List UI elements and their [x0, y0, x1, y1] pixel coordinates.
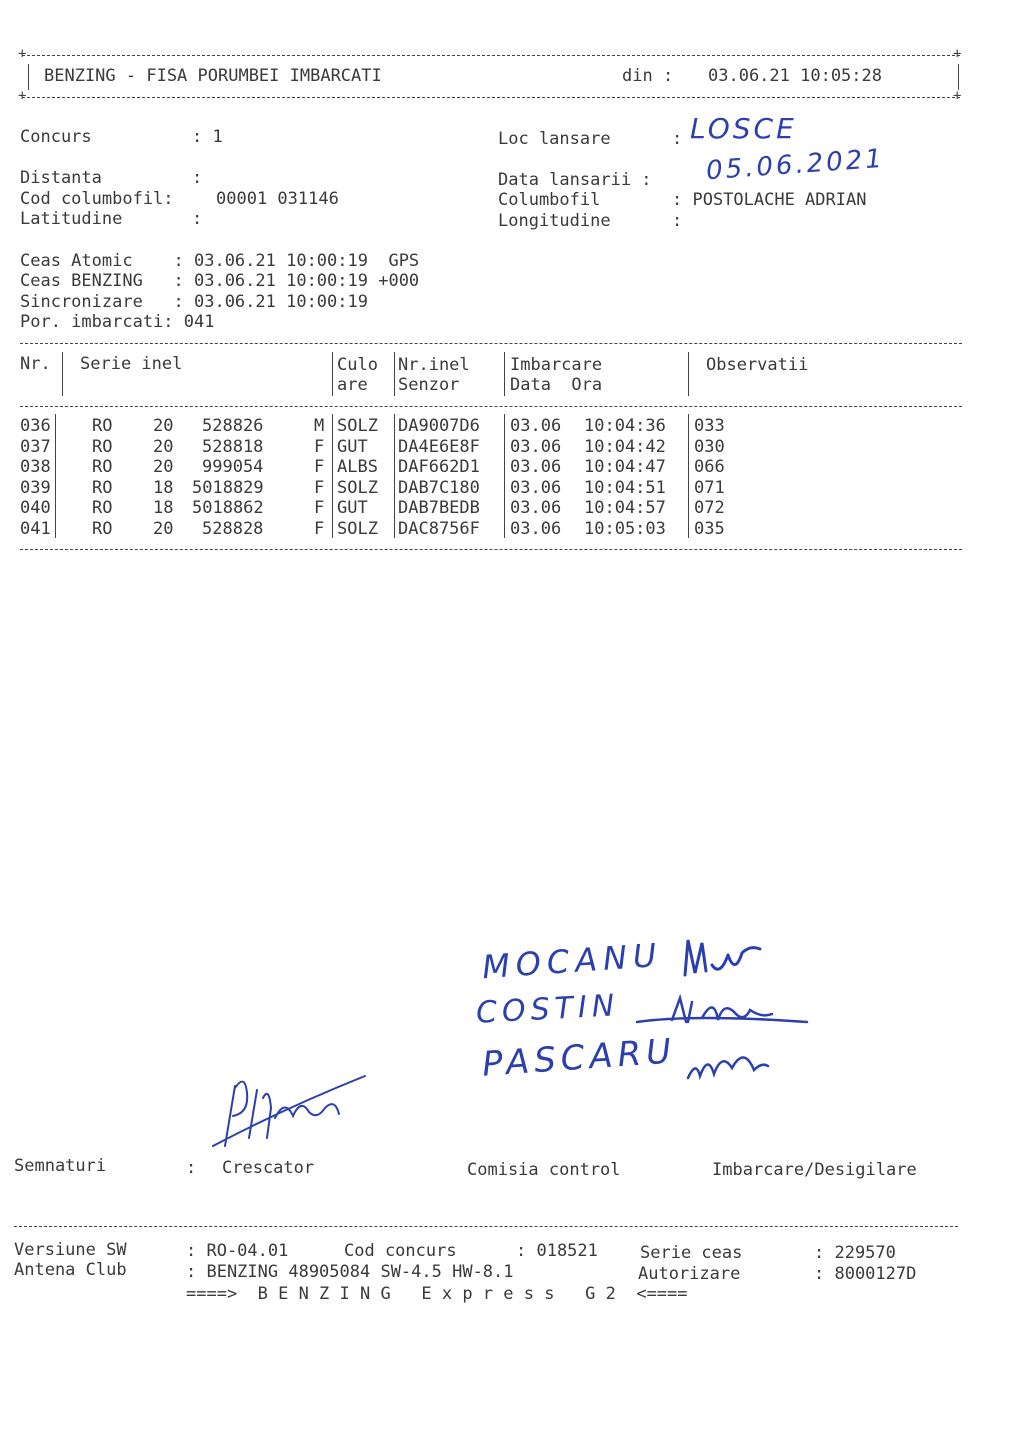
cell-nr: 039: [20, 478, 51, 498]
cell-sex: F: [314, 478, 325, 498]
cell-data: 03.06: [510, 437, 562, 457]
cod-columbofil-label: Cod columbofil:: [20, 189, 174, 209]
cell-an: 18: [153, 478, 174, 498]
din-value: 03.06.21 10:05:28: [708, 66, 882, 86]
col-separator: [688, 414, 689, 538]
concurs-label: Concurs: [20, 127, 92, 147]
cell-an: 20: [153, 457, 174, 477]
cell-culoare: SOLZ: [337, 478, 378, 498]
cell-an: 20: [153, 519, 174, 539]
col-separator: [332, 352, 333, 396]
cell-obs: 030: [694, 437, 725, 457]
col-observatii-header: Observatii: [706, 355, 809, 375]
versiune-label: Versiune SW: [14, 1240, 127, 1260]
semnaturi-colon: :: [186, 1158, 197, 1178]
cell-an: 20: [153, 437, 174, 457]
columbofil-label: Columbofil: [498, 190, 601, 210]
imbarcare-desigilare-label: Imbarcare/Desigilare: [712, 1160, 917, 1180]
signature-pascaru: [684, 1040, 774, 1085]
cell-obs: 071: [694, 478, 725, 498]
cell-numar: 999054: [202, 457, 264, 477]
latitudine-label: Latitudine: [20, 209, 123, 229]
col-culoare-header-1: Culo: [337, 355, 378, 375]
footer-rule: [14, 1226, 958, 1227]
table-header-rule: [20, 406, 962, 407]
loc-lansare-label: Loc lansare: [498, 129, 611, 149]
table-top-rule: [20, 343, 962, 344]
sincronizare: Sincronizare : 03.06.21 10:00:19: [20, 292, 368, 312]
signature-mocanu: [680, 935, 770, 985]
por-imbarcati: Por. imbarcati: 041: [20, 312, 215, 332]
cod-columbofil-value: 00001 031146: [216, 189, 339, 209]
col-senzor-header-2: Senzor: [398, 375, 460, 395]
autorizare-value: : 8000127D: [814, 1264, 917, 1284]
cell-tara: RO: [92, 498, 113, 518]
cell-numar: 5018829: [192, 478, 264, 498]
cell-senzor: DA9007D6: [398, 416, 480, 436]
cell-culoare: SOLZ: [337, 519, 378, 539]
cell-senzor: DAB7C180: [398, 478, 480, 498]
col-separator: [332, 414, 333, 538]
col-serie-header: Serie inel: [80, 354, 183, 374]
antena-value: : BENZING 48905084 SW-4.5 HW-8.1: [186, 1262, 514, 1282]
cell-obs: 066: [694, 457, 725, 477]
cell-data: 03.06: [510, 416, 562, 436]
semnaturi-label: Semnaturi: [14, 1156, 107, 1176]
loc-lansare-handwritten: LOSCE: [690, 112, 797, 145]
cell-sex: M: [314, 416, 325, 436]
cell-ora: 10:04:36: [584, 416, 666, 436]
corner-mark: +: [953, 88, 962, 104]
concurs-value: : 1: [192, 127, 223, 147]
cell-nr: 038: [20, 457, 51, 477]
data-lansarii-label: Data lansarii :: [498, 170, 652, 190]
cell-culoare: SOLZ: [337, 416, 378, 436]
cell-numar: 528826: [202, 416, 264, 436]
cell-ora: 10:05:03: [584, 519, 666, 539]
cell-senzor: DAF662D1: [398, 457, 480, 477]
cell-data: 03.06: [510, 519, 562, 539]
cell-data: 03.06: [510, 457, 562, 477]
crescator-label: Crescator: [222, 1158, 315, 1178]
autorizare-label: Autorizare: [638, 1264, 741, 1284]
cell-culoare: ALBS: [337, 457, 378, 477]
cell-an: 18: [153, 498, 174, 518]
corner-mark: +: [18, 46, 27, 62]
latitudine-value: :: [192, 209, 203, 229]
handwritten-name-pascaru: PASCARU: [480, 1031, 678, 1085]
cell-nr: 037: [20, 437, 51, 457]
cell-numar: 528828: [202, 519, 264, 539]
col-separator: [394, 352, 395, 396]
table-bottom-rule: [20, 549, 962, 550]
cell-senzor: DAB7BEDB: [398, 498, 480, 518]
serie-ceas-value: : 229570: [814, 1243, 896, 1263]
header-right-bar: [958, 64, 959, 90]
cell-ora: 10:04:51: [584, 478, 666, 498]
din-label: din :: [622, 66, 674, 86]
cell-senzor: DA4E6E8F: [398, 437, 480, 457]
comisia-label: Comisia control: [467, 1160, 621, 1180]
signature-costin: [632, 992, 812, 1037]
cod-concurs-value: : 018521: [516, 1241, 598, 1261]
cell-tara: RO: [92, 416, 113, 436]
col-separator: [504, 352, 505, 396]
antena-label: Antena Club: [14, 1260, 127, 1280]
cell-data: 03.06: [510, 478, 562, 498]
serie-ceas-label: Serie ceas: [640, 1243, 743, 1263]
cell-sex: F: [314, 437, 325, 457]
cell-culoare: GUT: [337, 437, 368, 457]
benzing-banner: ====> B E N Z I N G E x p r e s s G 2 <====: [186, 1284, 688, 1304]
signature-crescator: [205, 1068, 370, 1153]
col-separator: [394, 414, 395, 538]
col-separator: [504, 414, 505, 538]
versiune-value: : RO-04.01: [186, 1241, 289, 1261]
corner-mark: +: [953, 46, 962, 62]
handwritten-name-costin: COSTIN: [475, 988, 621, 1031]
cell-numar: 5018862: [192, 498, 264, 518]
cell-tara: RO: [92, 457, 113, 477]
cell-data: 03.06: [510, 498, 562, 518]
col-separator: [688, 352, 689, 396]
cell-senzor: DAC8756F: [398, 519, 480, 539]
cell-obs: 072: [694, 498, 725, 518]
header-bottom-rule: [22, 97, 960, 98]
cell-nr: 040: [20, 498, 51, 518]
col-separator: [62, 352, 63, 396]
col-imbarcare-header-2: Data Ora: [510, 375, 603, 395]
data-lansarii-handwritten: 05.06.2021: [705, 143, 886, 187]
cell-ora: 10:04:57: [584, 498, 666, 518]
col-culoare-header-2: are: [337, 375, 368, 395]
distanta-label: Distanta: [20, 168, 102, 188]
corner-mark: +: [18, 88, 27, 104]
cell-sex: F: [314, 498, 325, 518]
handwritten-name-mocanu: MOCANU: [480, 935, 664, 987]
cell-obs: 035: [694, 519, 725, 539]
col-separator: [55, 414, 56, 538]
cod-concurs-label: Cod concurs: [344, 1241, 457, 1261]
distanta-value: :: [192, 168, 203, 188]
cell-tara: RO: [92, 437, 113, 457]
cell-tara: RO: [92, 478, 113, 498]
longitudine-value: :: [672, 211, 683, 231]
cell-nr: 041: [20, 519, 51, 539]
col-senzor-header-1: Nr.inel: [398, 355, 470, 375]
cell-an: 20: [153, 416, 174, 436]
cell-tara: RO: [92, 519, 113, 539]
ceas-atomic: Ceas Atomic : 03.06.21 10:00:19 GPS: [20, 251, 420, 271]
cell-obs: 033: [694, 416, 725, 436]
cell-culoare: GUT: [337, 498, 368, 518]
header-left-bar: [28, 64, 29, 90]
cell-numar: 528818: [202, 437, 264, 457]
longitudine-label: Longitudine: [498, 211, 611, 231]
columbofil-value: : POSTOLACHE ADRIAN: [672, 190, 867, 210]
ceas-benzing: Ceas BENZING : 03.06.21 10:00:19 +000: [20, 271, 420, 291]
col-nr-header: Nr.: [20, 354, 51, 374]
cell-ora: 10:04:47: [584, 457, 666, 477]
cell-nr: 036: [20, 416, 51, 436]
cell-sex: F: [314, 519, 325, 539]
document-title: BENZING - FISA PORUMBEI IMBARCATI: [44, 66, 382, 86]
header-top-rule: [22, 55, 960, 56]
loc-lansare-colon: :: [672, 129, 683, 149]
col-imbarcare-header-1: Imbarcare: [510, 355, 603, 375]
cell-sex: F: [314, 457, 325, 477]
cell-ora: 10:04:42: [584, 437, 666, 457]
